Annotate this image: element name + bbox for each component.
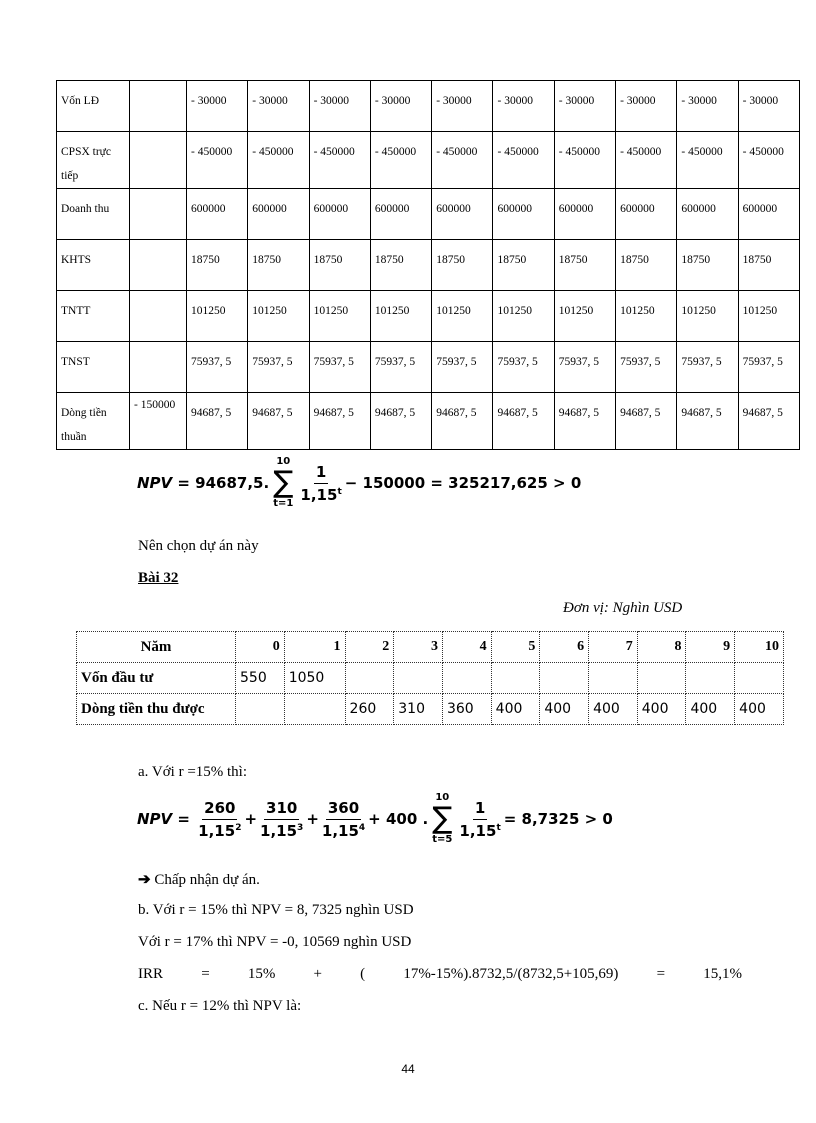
table-row [57,132,800,189]
table-cell: - 450000 [187,132,248,189]
arrow-right-icon: ➔ [138,872,151,888]
table-cell: - 30000 [432,81,493,132]
table-cell: 94687, 5 [432,393,493,450]
table-cell: - 450000 [493,132,554,189]
table-cell [236,694,285,725]
table-cell: 600000 [187,189,248,240]
table-cell: 400 [540,694,589,725]
table-cell: - 30000 [616,81,677,132]
year-header: 1 [284,632,345,663]
row-label: Vốn đầu tư [77,663,236,694]
year-header: 2 [345,632,394,663]
row-label: Dòng tiền thu được [77,694,236,725]
accept-line: ➔ Chấp nhận dự án. [138,872,260,888]
year-header: 4 [442,632,491,663]
year0-cell [130,132,187,189]
formula-coef: 94687,5. [195,474,270,492]
table-cell: 94687, 5 [187,393,248,450]
table-cell: - 450000 [432,132,493,189]
table-cell: 101250 [554,291,615,342]
table-cell: 1050 [284,663,345,694]
table-row [57,291,800,342]
table-cell: 400 [637,694,686,725]
table-cell [540,663,589,694]
table-cell: 94687, 5 [738,393,799,450]
table-row [57,393,800,450]
table-row [77,663,784,694]
sum-symbol: 10 ∑ t=1 [273,456,294,509]
year0-cell [130,81,187,132]
year-header: 8 [637,632,686,663]
table-cell: 600000 [370,189,431,240]
table-cell [491,663,540,694]
table-cell: - 30000 [554,81,615,132]
table-row [77,694,784,725]
table-cell: 18750 [738,240,799,291]
table-row [57,189,800,240]
header-label: Năm [77,632,236,663]
table-cell: - 450000 [616,132,677,189]
line-r17: Với r = 17% thì NPV = -0, 10569 nghìn USD [138,934,412,950]
table-cell: 101250 [738,291,799,342]
table-cell: 94687, 5 [370,393,431,450]
npv-formula-1: NPV = 94687,5. 10 ∑ t=1 $\frac{1}{1,15^t}$ − 150000 = 325217,625 > 0 [137,456,582,509]
table-cell: 75937, 5 [554,342,615,393]
table-cell: 75937, 5 [493,342,554,393]
item-b: b. Với r = 15% thì NPV = 8, 7325 nghìn USD [138,902,414,918]
table-cell: 101250 [370,291,431,342]
table-cell [345,663,394,694]
table-cell [442,663,491,694]
table-cell [637,663,686,694]
table-cell: - 30000 [738,81,799,132]
table-cell [735,663,784,694]
cashflow-table [56,80,800,450]
year-header: 10 [735,632,784,663]
table-cell: - 30000 [187,81,248,132]
table-cell: 75937, 5 [616,342,677,393]
item-c: c. Nếu r = 12% thì NPV là: [138,998,302,1014]
investment-table [76,631,784,725]
formula-rest: − 150000 = 325217,625 > 0 [344,474,582,492]
year0-cell [130,189,187,240]
table-cell: 94687, 5 [493,393,554,450]
table-cell: - 450000 [738,132,799,189]
table-cell: 18750 [248,240,309,291]
table-cell: 600000 [677,189,738,240]
table-cell: 18750 [370,240,431,291]
row-label: Vốn LĐ [57,81,130,132]
table-cell: 18750 [187,240,248,291]
table-cell: 94687, 5 [309,393,370,450]
table-cell: 360 [442,694,491,725]
table-cell: 400 [686,694,735,725]
table-cell: 75937, 5 [677,342,738,393]
table-cell: 75937, 5 [309,342,370,393]
table-cell: 550 [236,663,285,694]
table-cell: 400 [735,694,784,725]
table-cell: 75937, 5 [248,342,309,393]
table-cell: 94687, 5 [677,393,738,450]
unit-label: Đơn vị: Nghìn USD [563,600,683,616]
npv-formula-2: NPV = $\frac{260}{1,15^2}$ + $\frac{310}{1,15^3}$ + $\frac{360}{1,15^4}$ + 400 . 10 ∑ t=5 $\frac{1}{1,15^t}$ = 8,7325 > 0 [137,792,613,845]
year-header: 9 [686,632,735,663]
table-cell: 600000 [554,189,615,240]
table-cell: - 450000 [677,132,738,189]
table-row [57,240,800,291]
table-cell: 18750 [554,240,615,291]
table-cell: 600000 [738,189,799,240]
year-header: 6 [540,632,589,663]
table-cell: 600000 [248,189,309,240]
year-header: 0 [236,632,285,663]
table-cell: 101250 [493,291,554,342]
table-cell: 600000 [493,189,554,240]
item-a: a. Với r =15% thì: [138,764,248,780]
table-cell: - 450000 [554,132,615,189]
table-cell: - 30000 [370,81,431,132]
table-cell: 400 [589,694,638,725]
table-cell: - 30000 [677,81,738,132]
fraction: $\frac{1}{1,15^t}$ [300,462,342,504]
table-cell: 101250 [187,291,248,342]
table-cell: - 450000 [370,132,431,189]
table-cell: 400 [491,694,540,725]
table-cell: - 30000 [248,81,309,132]
table-row [57,81,800,132]
table-cell: 18750 [432,240,493,291]
irr-line: IRR = 15% + ( 17%-15%).8732,5/(8732,5+105,69) = 15,1% [138,966,742,982]
year-header: 5 [491,632,540,663]
year-header: 7 [589,632,638,663]
table-cell: - 30000 [493,81,554,132]
year0-cell: - 150000 [130,393,187,450]
row-label: KHTS [57,240,130,291]
table-cell [284,694,345,725]
table-cell [394,663,443,694]
row-label: Doanh thu [57,189,130,240]
table-cell: - 450000 [309,132,370,189]
section-title: Bài 32 [138,570,179,586]
year0-cell [130,342,187,393]
table-cell: 18750 [493,240,554,291]
table-cell: 75937, 5 [187,342,248,393]
table-header-row [77,632,784,663]
table-cell: 260 [345,694,394,725]
year-header: 3 [394,632,443,663]
table-cell: 310 [394,694,443,725]
year0-cell [130,240,187,291]
formula-lhs: NPV [137,474,173,492]
table-cell: 75937, 5 [738,342,799,393]
table-cell: - 30000 [309,81,370,132]
table-cell: 94687, 5 [554,393,615,450]
table-cell: 101250 [677,291,738,342]
table-cell: 18750 [616,240,677,291]
table-row [57,342,800,393]
table-cell: 101250 [432,291,493,342]
table-cell: - 450000 [248,132,309,189]
table-cell: 101250 [616,291,677,342]
choose-project-text: Nên chọn dự án này [138,538,259,554]
row-label: TNTT [57,291,130,342]
table-cell: 600000 [616,189,677,240]
table-cell: 600000 [309,189,370,240]
row-label: Dòng tiền thuần [57,393,130,450]
table-cell: 18750 [677,240,738,291]
table-cell: 75937, 5 [370,342,431,393]
table-cell: 18750 [309,240,370,291]
page-number: 44 [401,1062,415,1076]
table-cell: 75937, 5 [432,342,493,393]
table-cell: 94687, 5 [616,393,677,450]
table-cell: 600000 [432,189,493,240]
row-label: TNST [57,342,130,393]
table-cell [589,663,638,694]
row-label: CPSX trực tiếp [57,132,130,189]
table-cell: 101250 [309,291,370,342]
year0-cell [130,291,187,342]
table-cell: 101250 [248,291,309,342]
table-cell [686,663,735,694]
table-cell: 94687, 5 [248,393,309,450]
